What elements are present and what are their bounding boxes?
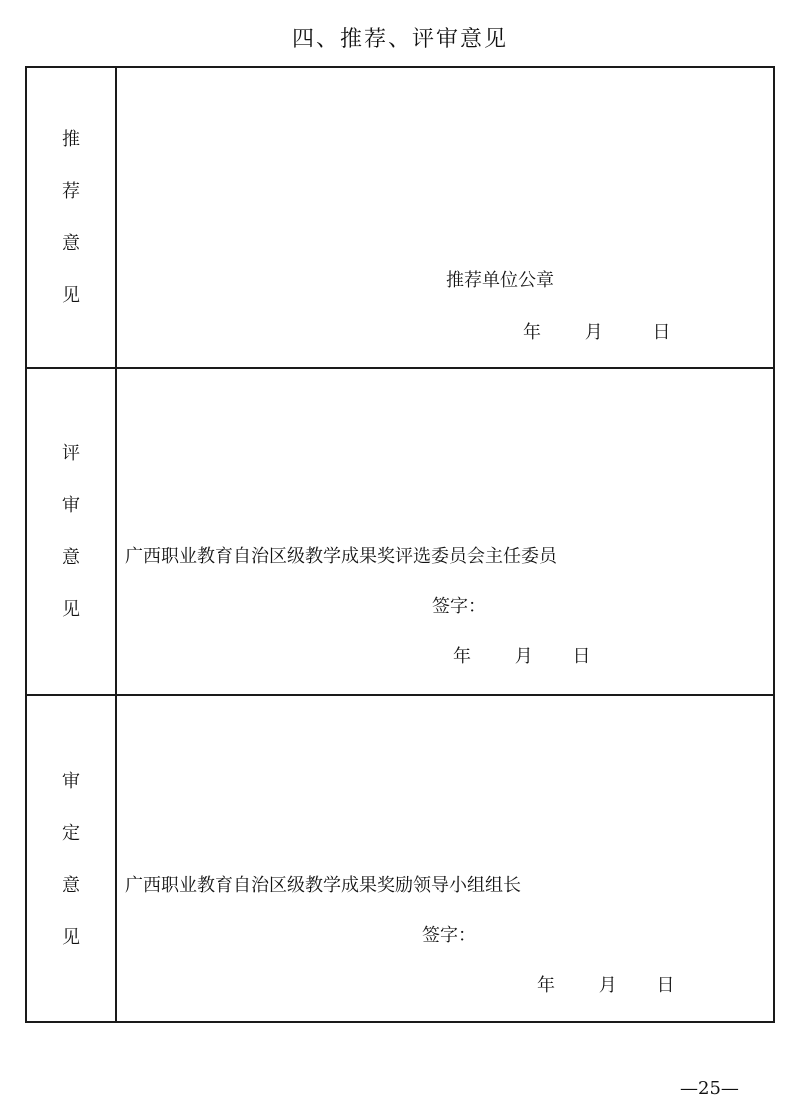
label-char: 见 bbox=[62, 285, 80, 306]
label-char: 评 bbox=[62, 443, 80, 464]
date-day: 日 bbox=[656, 975, 675, 996]
recommendation-label bbox=[27, 114, 115, 322]
date-year: 年 bbox=[523, 322, 541, 343]
date-month: 月 bbox=[598, 975, 617, 996]
date-day: 日 bbox=[652, 322, 671, 343]
label-char: 审 bbox=[62, 771, 80, 792]
approval-date bbox=[537, 971, 674, 997]
page-title: 四、推荐、评审意见 bbox=[291, 27, 508, 52]
recommending-unit-seal: 推荐单位公章 bbox=[446, 270, 554, 291]
date-year: 年 bbox=[537, 975, 555, 996]
approval-signature-label: 签字： bbox=[422, 925, 476, 946]
recommendation-date bbox=[523, 318, 670, 344]
date-month: 月 bbox=[514, 646, 533, 667]
label-char: 荐 bbox=[62, 181, 80, 202]
review-date bbox=[453, 642, 590, 668]
date-day: 日 bbox=[572, 646, 591, 667]
review-label bbox=[27, 428, 115, 636]
row-divider-1 bbox=[27, 367, 773, 369]
label-char: 定 bbox=[62, 823, 80, 844]
date-year: 年 bbox=[453, 646, 471, 667]
row-divider-2 bbox=[27, 694, 773, 696]
label-char: 推 bbox=[62, 129, 80, 150]
date-month: 月 bbox=[584, 322, 603, 343]
review-signature-label: 签字： bbox=[432, 596, 486, 617]
approval-committee-title: 广西职业教育自治区级教学成果奖励领导小组组长 bbox=[125, 875, 521, 896]
label-char: 审 bbox=[62, 495, 80, 516]
label-char: 意 bbox=[62, 547, 80, 568]
label-char: 意 bbox=[62, 875, 80, 896]
review-committee-title: 广西职业教育自治区级教学成果奖评选委员会主任委员 bbox=[125, 546, 557, 567]
label-char: 见 bbox=[62, 599, 80, 620]
page-number: —25— bbox=[680, 1078, 739, 1099]
column-divider bbox=[115, 68, 117, 1021]
opinion-form-table bbox=[25, 66, 775, 1023]
approval-label bbox=[27, 756, 115, 964]
label-char: 意 bbox=[62, 233, 80, 254]
label-char: 见 bbox=[62, 927, 80, 948]
